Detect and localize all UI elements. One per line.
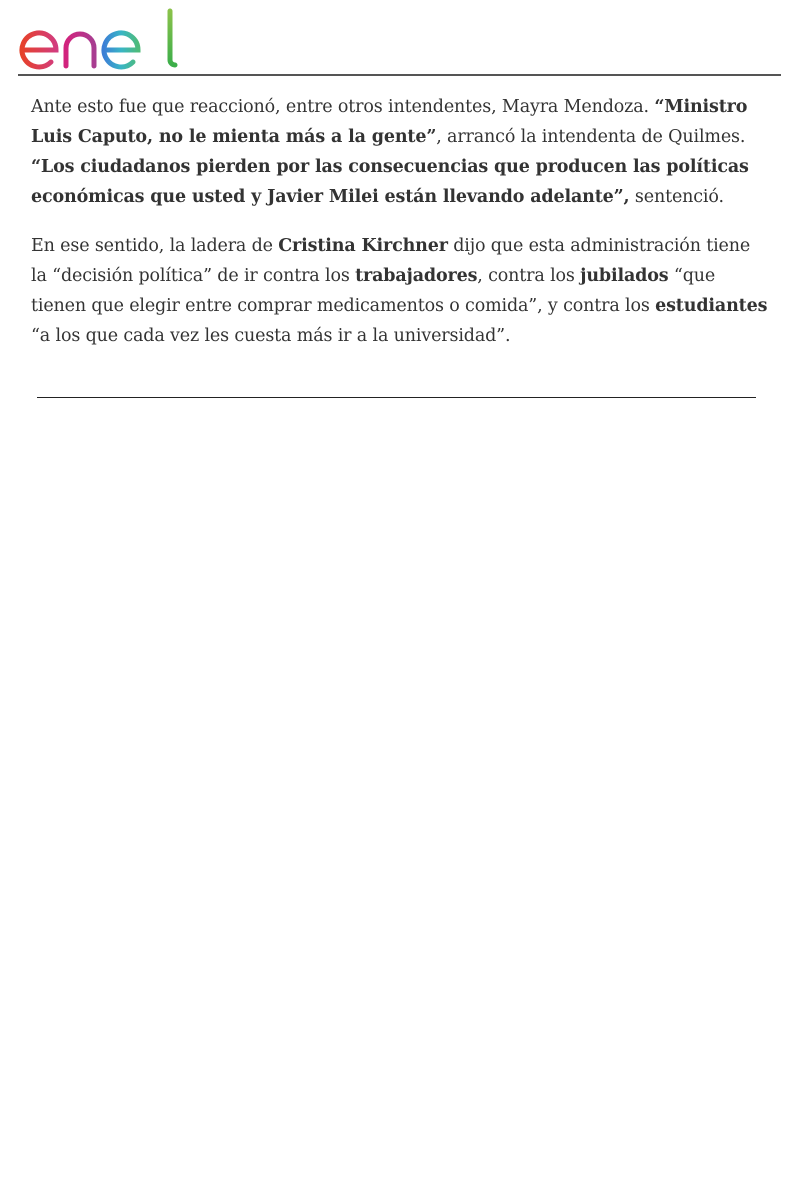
name-bold: Cristina Kirchner bbox=[278, 236, 448, 256]
quote-bold: “Los ciudadanos pierden por las consecuencias que producen las políticas económicas que usted y Javier Milei están llevando adelante”, bbox=[31, 157, 749, 207]
paragraph-text: “que tienen que elegir entre comprar medicamentos o comida”, y contra los bbox=[31, 266, 716, 316]
keyword-bold: trabajadores bbox=[355, 266, 478, 286]
keyword-bold: estudiantes bbox=[655, 296, 768, 316]
paragraph-text: , contra los bbox=[477, 266, 581, 286]
content-divider bbox=[37, 397, 756, 398]
paragraph-text: En ese sentido, la ladera de bbox=[31, 236, 279, 256]
enel-logo[interactable] bbox=[18, 8, 182, 74]
svg-text:enel: enel bbox=[18, 8, 21, 9]
quote-bold: “Ministro Luis Caputo, no le mienta más a la gente” bbox=[31, 97, 748, 147]
article-body bbox=[31, 92, 771, 351]
paragraph-text: “a los que cada vez les cuesta más ir a la universidad”. bbox=[31, 326, 511, 346]
article-paragraph bbox=[31, 231, 771, 351]
enel-logo-icon bbox=[18, 8, 182, 70]
site-header bbox=[18, 0, 781, 76]
paragraph-text: sentenció. bbox=[629, 187, 724, 207]
article-paragraph bbox=[31, 92, 771, 212]
paragraph-text: , arrancó la intendenta de Quilmes. bbox=[436, 127, 746, 147]
keyword-bold: jubilados bbox=[580, 266, 669, 286]
paragraph-text: dijo que esta administración tiene la “decisión política” de ir contra los bbox=[31, 236, 751, 286]
paragraph-text: Ante esto fue que reaccionó, entre otros intendentes, Mayra Mendoza. bbox=[31, 97, 655, 117]
